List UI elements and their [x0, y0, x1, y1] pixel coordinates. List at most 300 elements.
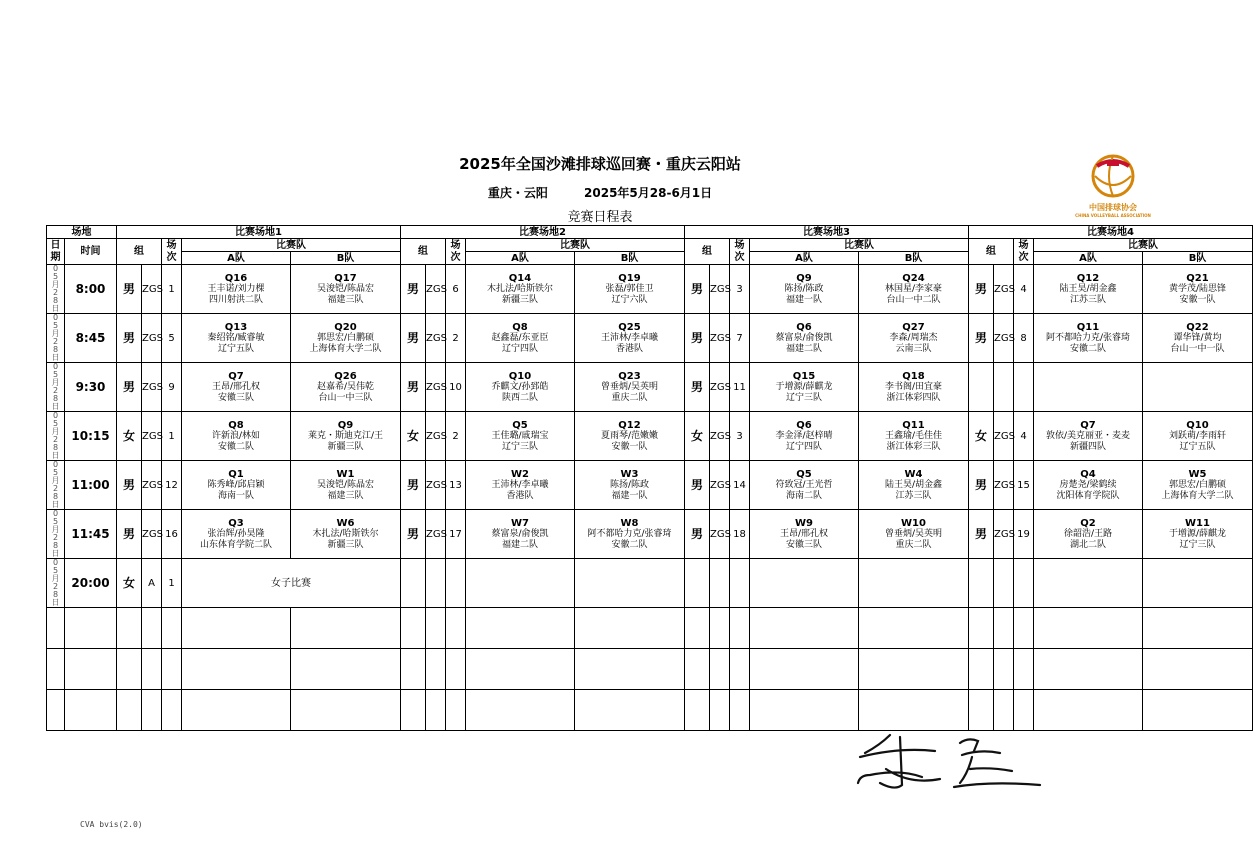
empty-cell [291, 690, 401, 731]
seed-code: Q27 [902, 321, 925, 333]
seed-code: W5 [1188, 468, 1207, 480]
seed-code: Q8 [512, 321, 528, 333]
match-number-cell: 3 [730, 265, 750, 314]
player-names: 徐韶浩/王路 [1063, 528, 1113, 539]
seed-code: Q1 [228, 468, 244, 480]
gender-cell: 男 [401, 510, 426, 559]
empty-cell [466, 690, 575, 731]
team-cell [466, 265, 575, 314]
seed-code: Q23 [618, 370, 641, 382]
player-names: 王昂/邢孔权 [211, 381, 261, 392]
empty-cell [994, 559, 1014, 608]
team-cell [291, 265, 401, 314]
player-names: 林国星/李家豪 [884, 283, 943, 294]
team-unit: 福建二队 [785, 343, 822, 354]
team-unit: 辽宁三队 [1179, 539, 1216, 550]
seed-code: Q2 [1080, 517, 1096, 529]
team-unit: 福建一队 [785, 294, 822, 305]
team-cell [750, 265, 859, 314]
player-names: 陈扬/陈政 [609, 479, 650, 490]
gender-cell: 男 [117, 510, 142, 559]
team-cell [466, 412, 575, 461]
court-header-1: 比赛场地1 [117, 226, 401, 239]
player-names: 蔡富泉/俞俊凯 [775, 332, 833, 343]
match-number-cell: 14 [730, 461, 750, 510]
category-cell: A [142, 559, 162, 608]
empty-cell [142, 649, 162, 690]
seed-code: Q17 [334, 272, 357, 284]
team-unit: 海南二队 [785, 490, 822, 501]
player-names: 阿不都哈力克/张睿琦 [1045, 332, 1131, 343]
seed-code: Q5 [796, 468, 812, 480]
seed-code: Q9 [337, 419, 354, 431]
empty-cell [162, 690, 182, 731]
player-names: 陆王昊/胡金鑫 [1059, 283, 1117, 294]
seed-code: Q11 [902, 419, 925, 431]
empty-cell [401, 608, 426, 649]
seed-code: Q18 [902, 370, 925, 382]
empty-cell [446, 559, 466, 608]
seed-code: Q3 [228, 517, 244, 529]
team-cell [859, 412, 969, 461]
player-names: 蔡富泉/俞俊凯 [491, 528, 549, 539]
empty-cell [446, 690, 466, 731]
category-cell: ZGS [994, 510, 1014, 559]
category-cell [994, 363, 1014, 412]
player-names: 李金泽/赵梓晴 [775, 430, 833, 441]
empty-cell [466, 608, 575, 649]
team-unit: 新疆三队 [327, 539, 364, 550]
match-number-cell: 6 [446, 265, 466, 314]
empty-cell [859, 649, 969, 690]
category-cell: ZGS [994, 461, 1014, 510]
version-footer: CVA bvis(2.0) [80, 820, 143, 829]
match-number-cell: 1 [162, 265, 182, 314]
empty-cell [575, 559, 685, 608]
gender-cell: 男 [685, 363, 710, 412]
empty-cell [1143, 559, 1253, 608]
team-unit: 陕西二队 [501, 392, 538, 403]
seed-code: Q10 [508, 370, 532, 382]
category-cell: ZGS [426, 363, 446, 412]
match-number-cell: 12 [162, 461, 182, 510]
match-number-cell: 9 [162, 363, 182, 412]
team-unit: 辽宁五队 [1179, 441, 1216, 452]
team-cell [291, 363, 401, 412]
table-row [47, 363, 1253, 412]
team-unit: 福建一队 [611, 490, 648, 501]
match-number-cell: 3 [730, 412, 750, 461]
gender-cell: 男 [969, 314, 994, 363]
team-cell [750, 510, 859, 559]
team-cell [859, 363, 969, 412]
empty-cell [750, 690, 859, 731]
player-names: 赵嘉希/吴伟乾 [316, 381, 375, 392]
team-unit: 新疆四队 [1069, 441, 1106, 452]
seed-code: W8 [620, 517, 639, 529]
team-cell [1143, 461, 1253, 510]
empty-cell [750, 559, 859, 608]
group-header: 组 [117, 239, 162, 265]
gender-cell: 男 [401, 265, 426, 314]
empty-cell [401, 649, 426, 690]
category-cell: ZGS [426, 510, 446, 559]
team-a-header: A队 [750, 252, 859, 265]
team-cell [575, 314, 685, 363]
player-names: 秦绍铭/臧睿敏 [207, 332, 265, 343]
team-unit: 四川射洪二队 [208, 294, 263, 305]
match-number-cell: 18 [730, 510, 750, 559]
team-cell [859, 265, 969, 314]
empty-cell [1014, 608, 1034, 649]
player-names: 王丰诺/刘力棵 [207, 283, 265, 294]
seed-code: W2 [511, 468, 529, 480]
gender-cell: 女 [117, 559, 142, 608]
team-unit: 沈阳体育学院队 [1056, 490, 1120, 501]
team-b-header: B队 [1143, 252, 1253, 265]
seed-code: W3 [620, 468, 639, 480]
empty-cell [730, 608, 750, 649]
player-names: 吴浚铠/陈晶宏 [316, 479, 375, 490]
empty-cell [710, 649, 730, 690]
team-unit: 香港队 [615, 343, 643, 354]
gender-cell: 男 [969, 461, 994, 510]
empty-cell [446, 608, 466, 649]
gender-cell: 男 [969, 265, 994, 314]
seed-code: Q10 [1186, 419, 1209, 431]
team-b-header: B队 [859, 252, 969, 265]
category-cell: ZGS [426, 314, 446, 363]
team-cell [859, 314, 969, 363]
player-names: 赵鑫磊/东亚臣 [491, 332, 549, 343]
player-names: 夏雨琴/范嫩嫩 [600, 430, 659, 441]
team-cell [291, 461, 401, 510]
team-cell [859, 510, 969, 559]
date-cell: 0 5 月 2 8 日 [47, 559, 65, 608]
category-cell: ZGS [994, 314, 1014, 363]
gender-cell: 女 [117, 412, 142, 461]
logo-subname: CHINA VOLLEYBALL ASSOCIATION [1075, 213, 1151, 218]
team-b-header: B队 [575, 252, 685, 265]
player-names: 陆王昊/胡金鑫 [884, 479, 943, 490]
special-event-cell: 女子比赛 [182, 559, 401, 608]
empty-cell [575, 608, 685, 649]
teams-header: 比赛队 [466, 239, 685, 252]
team-unit: 福建三队 [327, 294, 364, 305]
category-cell: ZGS [710, 461, 730, 510]
empty-row [47, 649, 1253, 690]
player-names: 莱克・斯迪克江/王 [307, 430, 384, 441]
date-header: 日 期 [47, 239, 65, 265]
time-cell: 10:15 [65, 412, 117, 461]
player-names: 张治辉/孙昊隆 [207, 528, 265, 539]
team-unit: 安徽二队 [611, 539, 648, 550]
category-cell: ZGS [426, 265, 446, 314]
empty-cell [575, 690, 685, 731]
team-unit: 浙江体彩三队 [886, 441, 941, 452]
team-cell [1034, 461, 1143, 510]
team-cell [466, 314, 575, 363]
seed-code: Q26 [334, 370, 357, 382]
teams-header: 比赛队 [182, 239, 401, 252]
empty-cell [1034, 690, 1143, 731]
team-cell [182, 363, 291, 412]
event-location: 重庆・云阳 [487, 186, 548, 200]
empty-cell [575, 649, 685, 690]
match-number-cell: 7 [730, 314, 750, 363]
seed-code: W10 [901, 517, 926, 529]
seed-code: Q8 [228, 419, 244, 431]
team-cell [750, 412, 859, 461]
date-cell: 0 5 月 2 8 日 [47, 510, 65, 559]
team-unit: 香港队 [506, 490, 534, 501]
court-header-2: 比赛场地2 [401, 226, 685, 239]
match-header: 场 次 [446, 239, 466, 265]
match-number-cell: 2 [446, 314, 466, 363]
empty-cell [1034, 608, 1143, 649]
empty-cell [446, 649, 466, 690]
empty-cell [859, 559, 969, 608]
player-names: 郭思宏/白鹏硕 [1168, 479, 1227, 490]
category-cell: ZGS [142, 363, 162, 412]
match-number-cell: 4 [1014, 412, 1034, 461]
team-a-header: A队 [466, 252, 575, 265]
category-cell: ZGS [426, 461, 446, 510]
empty-cell [47, 608, 65, 649]
date-cell: 0 5 月 2 8 日 [47, 363, 65, 412]
match-number-cell: 4 [1014, 265, 1034, 314]
seed-code: Q12 [618, 419, 641, 431]
empty-cell [750, 649, 859, 690]
match-header: 场 次 [162, 239, 182, 265]
signature-icon [850, 725, 1045, 800]
team-unit: 台山一中三队 [318, 392, 373, 403]
table-row [47, 314, 1253, 363]
player-names: 许新浪/林如 [211, 430, 261, 441]
team-cell [291, 412, 401, 461]
team-cell [575, 510, 685, 559]
group-header: 组 [685, 239, 730, 265]
time-cell: 11:45 [65, 510, 117, 559]
empty-cell [466, 649, 575, 690]
empty-cell [142, 608, 162, 649]
match-number-cell: 10 [446, 363, 466, 412]
category-cell: ZGS [710, 363, 730, 412]
empty-row [47, 608, 1253, 649]
team-cell [182, 314, 291, 363]
seed-code: Q9 [796, 272, 812, 284]
match-number-cell: 13 [446, 461, 466, 510]
team-cell [1143, 314, 1253, 363]
category-cell: ZGS [142, 461, 162, 510]
seed-code: W4 [904, 468, 923, 480]
table-row [47, 559, 1253, 608]
match-number-cell: 8 [1014, 314, 1034, 363]
seed-code: Q24 [902, 272, 925, 284]
team-unit: 江苏三队 [895, 490, 932, 501]
team-unit: 辽宁三队 [501, 441, 538, 452]
team-a-header: A队 [1034, 252, 1143, 265]
player-names: 郭思宏/白鹏硕 [316, 332, 375, 343]
empty-cell [1034, 559, 1143, 608]
match-number-cell [1014, 363, 1034, 412]
team-unit: 云南三队 [895, 343, 932, 354]
seed-code: Q19 [618, 272, 641, 284]
match-number-cell: 1 [162, 559, 182, 608]
match-number-cell: 17 [446, 510, 466, 559]
empty-cell [969, 608, 994, 649]
match-number-cell: 1 [162, 412, 182, 461]
team-cell [1143, 510, 1253, 559]
player-names: 陈秀峰/邱启颖 [207, 479, 265, 490]
empty-cell [426, 690, 446, 731]
empty-cell [685, 559, 710, 608]
team-unit: 浙江体彩四队 [886, 392, 941, 403]
team-cell [1034, 265, 1143, 314]
teams-header: 比赛队 [750, 239, 969, 252]
date-cell: 0 5 月 2 8 日 [47, 412, 65, 461]
team-unit: 江苏三队 [1069, 294, 1106, 305]
seed-code: Q6 [796, 321, 812, 333]
team-cell [466, 510, 575, 559]
team-cell [575, 461, 685, 510]
court-header-3: 比赛场地3 [685, 226, 969, 239]
table-row [47, 510, 1253, 559]
player-names: 王沛林/李卓曦 [491, 479, 549, 490]
category-cell: ZGS [142, 412, 162, 461]
empty-cell [47, 690, 65, 731]
gender-cell: 男 [117, 363, 142, 412]
seed-code: Q15 [792, 370, 816, 382]
empty-cell [162, 649, 182, 690]
team-unit: 安徽三队 [785, 539, 822, 550]
category-cell: ZGS [994, 412, 1014, 461]
page-title: 2025年全国沙滩排球巡回赛・重庆云阳站 [459, 155, 741, 173]
logo-name: 中国排球协会 [1089, 203, 1137, 212]
team-unit: 海南一队 [217, 490, 254, 501]
logo-text [1070, 202, 1156, 218]
team-unit: 安徽二队 [1069, 343, 1106, 354]
empty-cell [994, 649, 1014, 690]
player-names: 曾垂炳/吴英明 [884, 528, 943, 539]
team-cell [750, 461, 859, 510]
team-a-header: A队 [182, 252, 291, 265]
match-header: 场 次 [730, 239, 750, 265]
table-row [47, 265, 1253, 314]
player-names: 王鑫瑜/毛佳佳 [884, 430, 943, 441]
team-cell [466, 461, 575, 510]
empty-cell [426, 559, 446, 608]
empty-cell [65, 649, 117, 690]
empty-cell [182, 608, 291, 649]
seed-code: W6 [336, 517, 355, 529]
gender-cell: 男 [117, 265, 142, 314]
time-cell: 20:00 [65, 559, 117, 608]
category-cell: ZGS [142, 314, 162, 363]
table-row [47, 412, 1253, 461]
team-unit: 山东体育学院二队 [199, 539, 272, 550]
empty-cell [994, 608, 1014, 649]
seed-code: Q25 [618, 321, 641, 333]
empty-cell [710, 690, 730, 731]
team-unit: 新疆三队 [501, 294, 538, 305]
team-cell [1143, 265, 1253, 314]
team-unit: 辽宁三队 [785, 392, 822, 403]
empty-cell [1143, 608, 1253, 649]
seed-code: Q22 [1186, 321, 1209, 333]
empty-cell [117, 608, 142, 649]
empty-cell [65, 690, 117, 731]
empty-cell [426, 608, 446, 649]
team-unit: 安徽三队 [217, 392, 254, 403]
seed-code: W1 [336, 468, 355, 480]
team-cell [182, 412, 291, 461]
gender-cell: 男 [401, 461, 426, 510]
team-cell [859, 461, 969, 510]
time-cell: 11:00 [65, 461, 117, 510]
player-names: 吴浚铠/陈晶宏 [316, 283, 375, 294]
empty-cell [291, 608, 401, 649]
schedule-table [46, 225, 1253, 731]
team-cell [1034, 314, 1143, 363]
team-unit: 重庆二队 [895, 539, 932, 550]
team-unit: 辽宁四队 [785, 441, 822, 452]
player-names: 阿不都哈力克/张睿琦 [587, 528, 672, 539]
seed-code: Q5 [512, 419, 528, 431]
empty-cell [1014, 559, 1034, 608]
team-unit: 辽宁四队 [501, 343, 538, 354]
gender-cell: 男 [117, 314, 142, 363]
gender-cell: 男 [401, 314, 426, 363]
seed-code: Q7 [228, 370, 244, 382]
empty-cell [730, 649, 750, 690]
match-number-cell: 11 [730, 363, 750, 412]
team-cell [182, 461, 291, 510]
gender-cell: 女 [969, 412, 994, 461]
empty-cell [730, 690, 750, 731]
empty-cell [1014, 649, 1034, 690]
player-names: 敦依/美克丽亚・麦麦 [1045, 430, 1131, 441]
team-cell [1143, 412, 1253, 461]
team-cell [575, 412, 685, 461]
category-cell: ZGS [710, 412, 730, 461]
player-names: 陈扬/陈政 [784, 283, 824, 294]
time-header: 时间 [65, 239, 117, 265]
table-row [47, 461, 1253, 510]
empty-cell [730, 559, 750, 608]
empty-cell [401, 690, 426, 731]
team-b-header: B队 [291, 252, 401, 265]
date-cell: 0 5 月 2 8 日 [47, 314, 65, 363]
player-names: 王佳璐/戚瑞宝 [491, 430, 549, 441]
team-cell [1034, 510, 1143, 559]
match-number-cell: 2 [446, 412, 466, 461]
category-cell: ZGS [426, 412, 446, 461]
gender-cell: 男 [401, 363, 426, 412]
team-cell [575, 363, 685, 412]
match-number-cell: 5 [162, 314, 182, 363]
gender-cell: 男 [117, 461, 142, 510]
date-cell: 0 5 月 2 8 日 [47, 265, 65, 314]
match-number-cell: 16 [162, 510, 182, 559]
empty-cell [142, 690, 162, 731]
player-names: 刘跃萌/李雨轩 [1168, 430, 1227, 441]
empty-cell [291, 649, 401, 690]
empty-cell [65, 608, 117, 649]
empty-cell [117, 690, 142, 731]
team-unit: 辽宁六队 [611, 294, 648, 305]
empty-cell [426, 649, 446, 690]
